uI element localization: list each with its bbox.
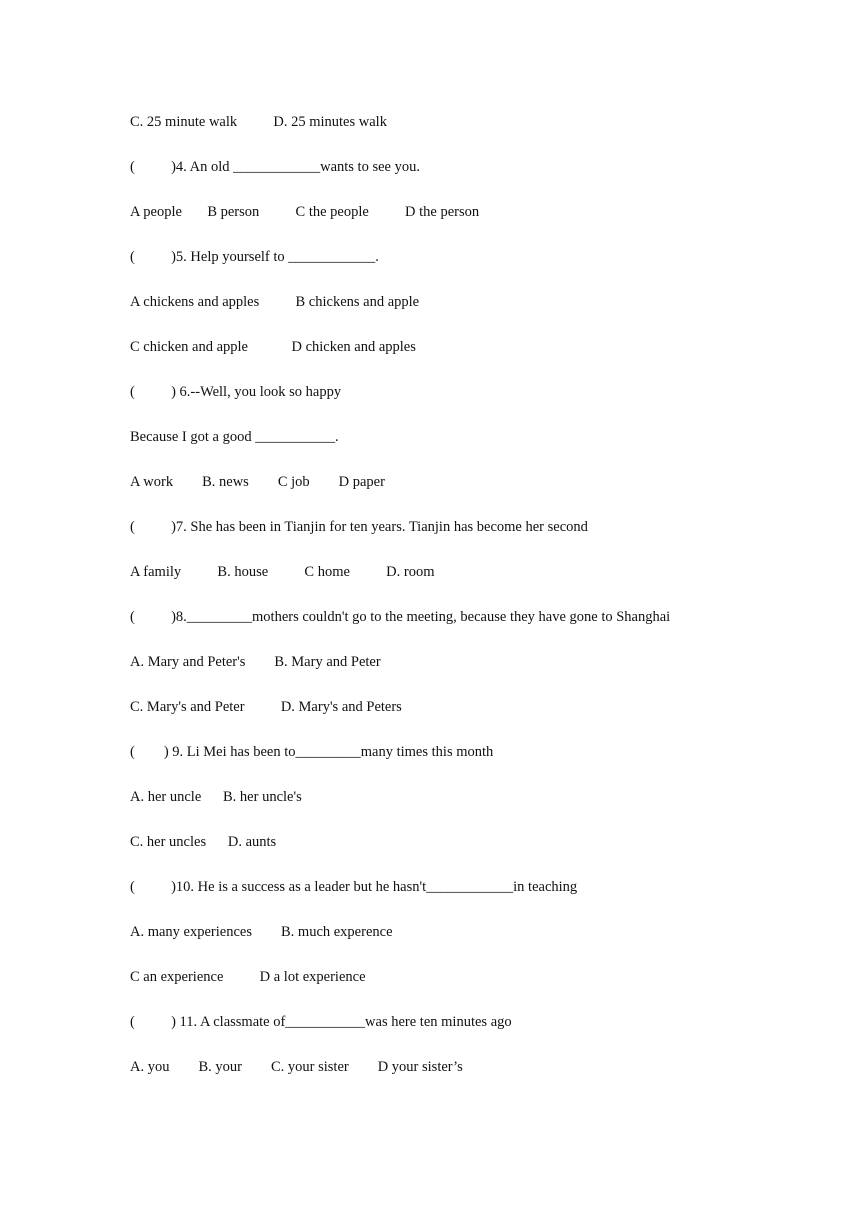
question-4: ( )4. An old ____________wants to see you.	[130, 159, 420, 175]
question-10: ( )10. He is a success as a leader but he hasn't____________in teaching	[130, 879, 578, 895]
question-7: ( )7. She has been in Tianjin for ten years. Tianjin has become her second	[130, 519, 588, 535]
question-6-continued: Because I got a good ___________.	[130, 429, 339, 445]
question-11: ( ) 11. A classmate of___________was here ten minutes ago	[130, 1014, 512, 1030]
options-q6: A work B. news C job D paper	[130, 474, 385, 490]
question-8: ( )8._________mothers couldn't go to the meeting, because they have gone to Shanghai	[130, 609, 671, 625]
options-q8-ab: A. Mary and Peter's B. Mary and Peter	[130, 654, 381, 670]
question-6: ( ) 6.--Well, you look so happy	[130, 384, 342, 400]
options-q4: A people B person C the people D the person	[130, 204, 480, 220]
option-line-q3-cd: C. 25 minute walk D. 25 minutes walk	[130, 114, 387, 130]
question-9: ( ) 9. Li Mei has been to_________many times this month	[130, 744, 494, 760]
options-q5-cd: C chicken and apple D chicken and apples	[130, 339, 416, 355]
options-q9-cd: C. her uncles D. aunts	[130, 834, 277, 850]
options-q7: A family B. house C home D. room	[130, 564, 435, 580]
options-q11: A. you B. your C. your sister D your sister’s	[130, 1059, 463, 1075]
options-q8-cd: C. Mary's and Peter D. Mary's and Peters	[130, 699, 402, 715]
question-5: ( )5. Help yourself to ____________.	[130, 249, 379, 265]
options-q9-ab: A. her uncle B. her uncle's	[130, 789, 302, 805]
options-q5-ab: A chickens and apples B chickens and apple	[130, 294, 420, 310]
options-q10-ab: A. many experiences B. much experence	[130, 924, 393, 940]
options-q10-cd: C an experience D a lot experience	[130, 969, 366, 985]
